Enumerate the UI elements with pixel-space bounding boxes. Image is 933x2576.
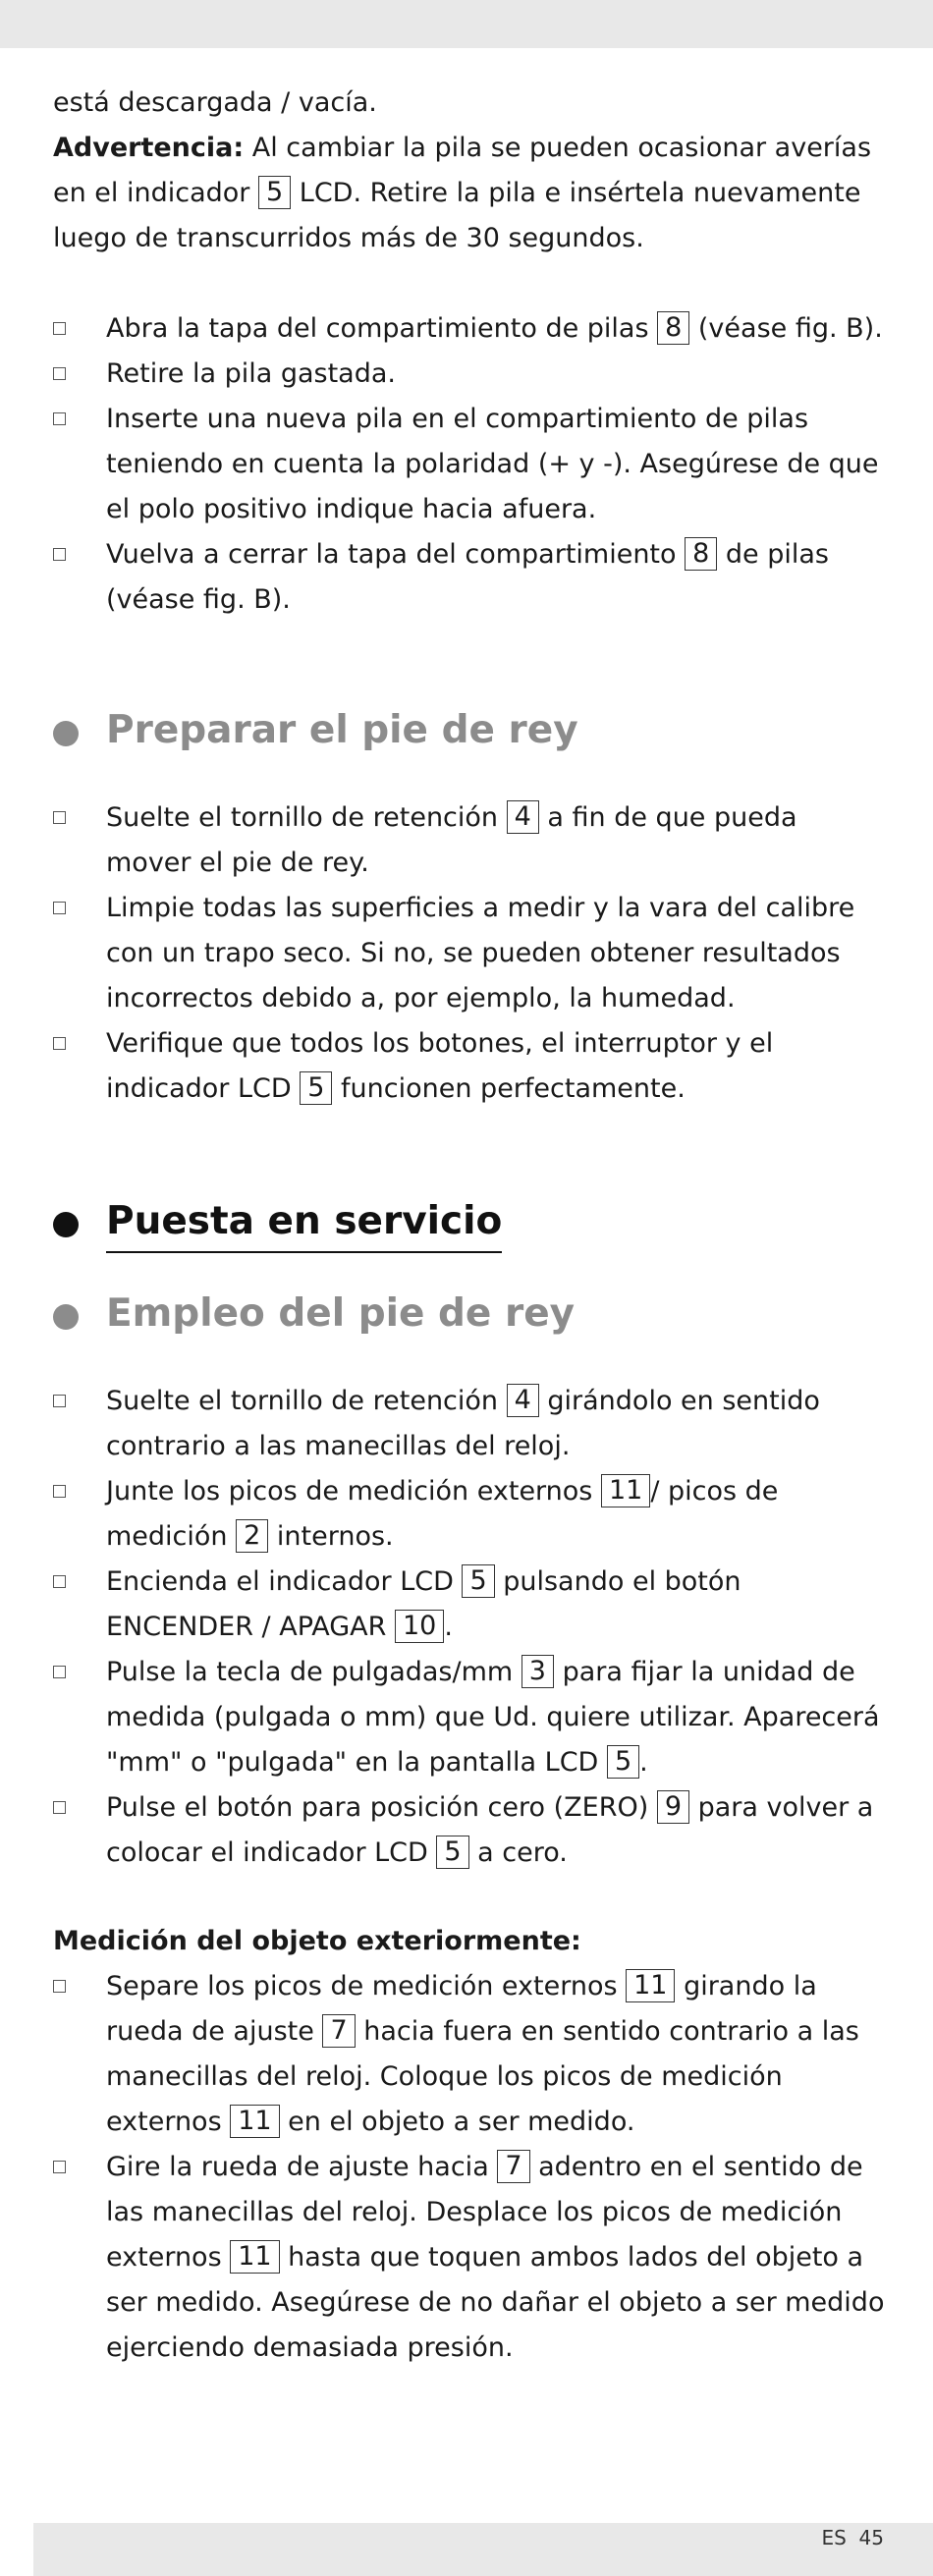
list-item: Retire la pila gastada. [53,352,888,397]
checkbox-bullet-icon [53,1666,66,1678]
ref-number: 4 [507,800,539,834]
warning-label: Advertencia: [53,133,245,163]
list-item: Junte los picos de medición externos 11 / picos de medición 2 internos. [53,1469,888,1560]
checkbox-bullet-icon [53,1801,66,1814]
ref-number: 10 [395,1610,444,1643]
list-item: Verifique que todos los botones, el interruptor y el indicador LCD 5 funcionen perfectamente. [53,1021,888,1112]
outside-steps-list [53,1964,888,2371]
ref-number: 2 [236,1519,268,1553]
section-heading-startup: Puesta en servicio [53,1192,888,1253]
bullet-dot-icon [53,1304,79,1330]
checkbox-bullet-icon [53,811,66,824]
checkbox-bullet-icon [53,367,66,380]
section-heading-use: Empleo del pie de rey [53,1285,888,1343]
bullet-dot-icon [53,1212,79,1237]
warning-paragraph [53,126,888,261]
ref-number: 5 [300,1071,332,1105]
list-item: Separe los picos de medición externos 11 girando la rueda de ajuste 7 hacia fuera en sentido contrario a las manecillas del reloj. Coloque los picos de medición externos 11 en el objeto a ser medido. [53,1964,888,2145]
list-item: Suelte el tornillo de retención 4 girándolo en sentido contrario a las manecillas del reloj. [53,1379,888,1469]
checkbox-bullet-icon [53,2161,66,2173]
footer-band [33,2523,933,2576]
ref-number: 11 [626,1969,675,2002]
list-item: Vuelva a cerrar la tapa del compartimiento 8 de pilas (véase fig. B). [53,532,888,623]
list-item: Suelte el tornillo de retención 4 a fin de que pueda mover el pie de rey. [53,795,888,886]
ref-number: 5 [462,1564,494,1598]
ref-number: 5 [258,176,291,209]
list-item: Gire la rueda de ajuste hacia 7 adentro en el sentido de las manecillas del reloj. Desplace los picos de medición externos 11 hasta que toquen ambos lados del objeto a ser medido. Asegúrese de no dañar el objeto a ser medido ejerciendo demasiada presión. [53,2145,888,2371]
ref-number: 11 [601,1474,650,1507]
ref-number: 5 [607,1745,639,1779]
checkbox-bullet-icon [53,1037,66,1050]
checkbox-bullet-icon [53,1980,66,1993]
list-item: Pulse la tecla de pulgadas/mm 3 para fijar la unidad de medida (pulgada o mm) que Ud. quiere utilizar. Aparecerá "mm" o "pulgada" en la pantalla LCD 5 . [53,1650,888,1785]
page-footer [821,2526,884,2549]
checkbox-bullet-icon [53,412,66,425]
header-band [0,0,933,48]
ref-number: 9 [657,1790,689,1824]
list-item: Limpie todas las superficies a medir y la vara del calibre con un trapo seco. Si no, se pueden obtener resultados incorrectos debido a, por ejemplo, la humedad. [53,886,888,1021]
checkbox-bullet-icon [53,902,66,914]
warning-text: Al cambiar la pila se pueden ocasionar averías en el indicador [53,133,872,208]
prepare-steps-list [53,795,888,1112]
ref-number: 4 [507,1384,539,1417]
document-body [53,81,888,2371]
list-item: Inserte una nueva pila en el compartimiento de pilas teniendo en cuenta la polaridad (+ y -). Asegúrese de que el polo positivo indique hacia afuera. [53,397,888,532]
subsection-heading-outside: Medición del objeto exteriormente: [53,1926,581,1956]
checkbox-bullet-icon [53,1485,66,1498]
checkbox-bullet-icon [53,1575,66,1588]
intro-line: está descargada / vacía. [53,87,377,118]
ref-number: 5 [436,1836,468,1869]
ref-number: 3 [521,1655,554,1688]
battery-steps-list [53,306,888,623]
section-heading-prepare: Preparar el pie de rey [53,701,888,760]
checkbox-bullet-icon [53,1395,66,1407]
language-code: ES [821,2526,847,2549]
bullet-dot-icon [53,721,79,746]
ref-number: 8 [657,311,689,345]
page-number: 45 [858,2526,884,2549]
use-steps-list [53,1379,888,1876]
ref-number: 7 [497,2150,529,2183]
checkbox-bullet-icon [53,548,66,561]
warning-text: LCD. Retire la pila e insértela nuevamente luego de transcurridos más de 30 segundos. [53,178,861,253]
ref-number: 11 [230,2240,279,2274]
ref-number: 8 [685,537,717,571]
ref-number: 7 [322,2014,355,2048]
list-item: Abra la tapa del compartimiento de pilas 8 (véase fig. B). [53,306,888,352]
ref-number: 11 [230,2105,279,2138]
list-item: Pulse el botón para posición cero (ZERO) 9 para volver a colocar el indicador LCD 5 a cero. [53,1785,888,1876]
checkbox-bullet-icon [53,322,66,335]
list-item: Encienda el indicador LCD 5 pulsando el botón ENCENDER / APAGAR 10 . [53,1560,888,1650]
